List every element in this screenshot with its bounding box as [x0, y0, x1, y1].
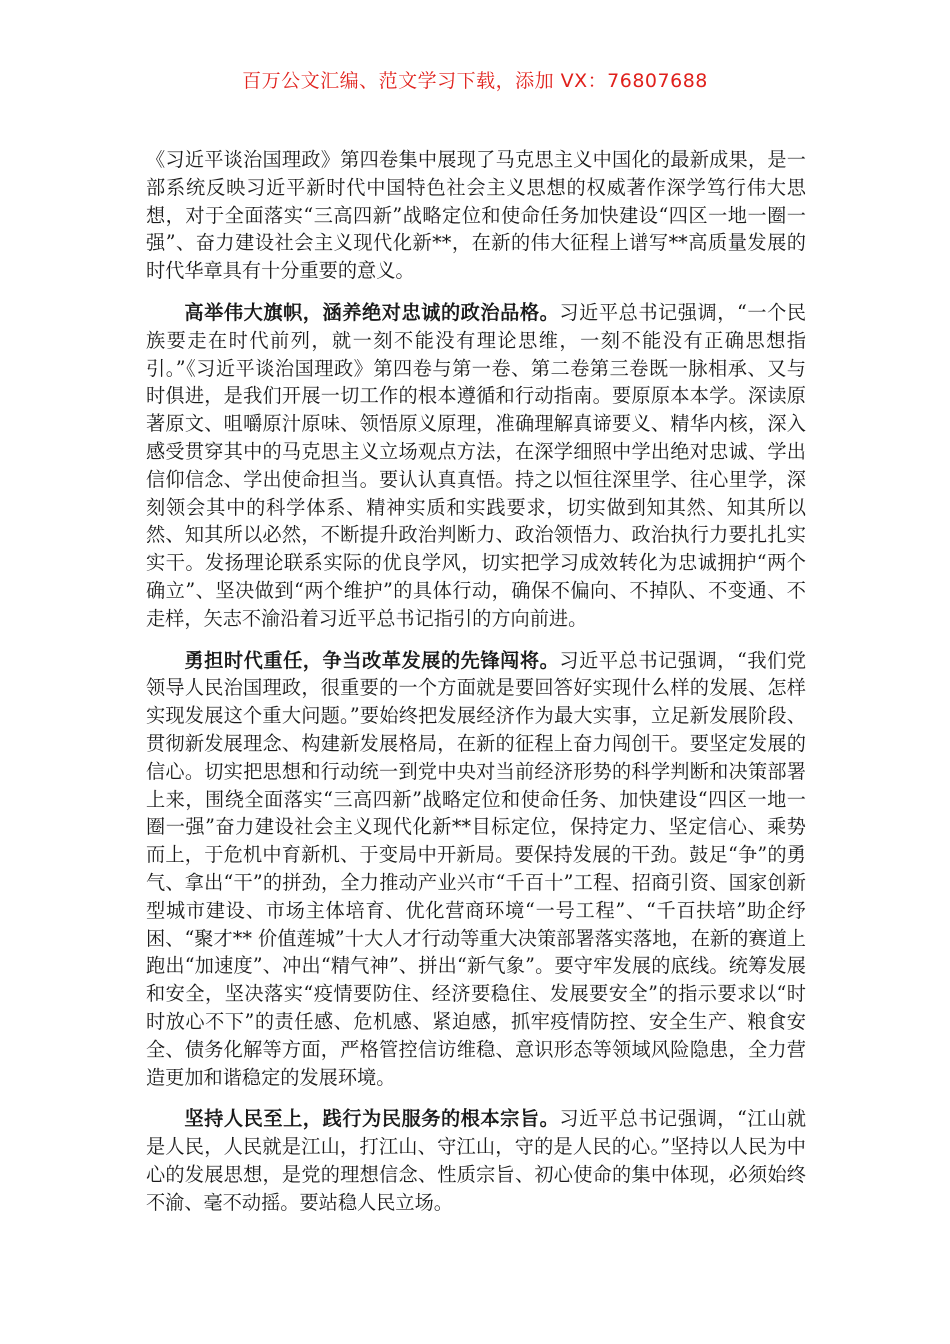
paragraph-political-loyalty: [146, 299, 806, 633]
paragraph-lead: 勇担时代重任，争当改革发展的先锋闯将。: [184, 648, 560, 672]
document-body: [146, 146, 806, 1230]
paragraph-lead: 高举伟大旗帜，涵养绝对忠诚的政治品格。: [184, 300, 560, 324]
paragraph-reform-development: [146, 647, 806, 1092]
paragraph-lead: 坚持人民至上，践行为民服务的根本宗旨。: [184, 1107, 560, 1131]
paragraph-text: 习近平总书记强调，“我们党领导人民治国理政，很重要的一个方面就是要回答好实现什么样的发展、怎样实现发展这个重大问题。”要始终把发展经济作为最大实事，立足新发展阶段、贯彻新发展理念、构建新发展格局，在新的征程上奋力闯创干。要坚定发展的信心。切实把思想和行动统一到党中央对当前经济形势的科学判断和决策部署上来，围绕全面落实“三高四新”战略定位和使命任务、加快建设“四区一地一圈一强”奋力建设社会主义现代化新**目标定位，保持定力、坚定信心、乘势而上，于危机中育新机、于变局中开新局。要保持发展的干劲。鼓足“争”的勇气、拿出“干”的拼劲，全力推动产业兴市“千百十”工程、招商引资、国家创新型城市建设、市场主体培育、优化营商环境“一号工程”、“千百扶培”助企纾困、“聚才** 价值莲城”十大人才行动等重大决策部署落实落地，在新的赛道上跑出“加速度”、冲出“精气神”、拼出“新气象”。要守牢发展的底线。统筹发展和安全，坚决落实“疫情要防住、经济要稳住、发展要安全”的指示要求以“时时放心不下”的责任感、危机感、紧迫感，抓牢疫情防控、安全生产、粮食安全、债务化解等方面，严格管控信访维稳、意识形态等领域风险隐患，全力营造更加和谐稳定的发展环境。: [146, 648, 807, 1089]
paragraph-text: 习近平总书记强调，“一个民族要走在时代前列，就一刻不能没有理论思维，一刻不能没有正确思想指引。”《习近平谈治国理政》第四卷与第一卷、第二卷第三卷既一脉相承、又与时俱进，是我们开展一切工作的根本遵循和行动指南。要原原本本学。深读原著原文、咀嚼原汁原味、领悟原义原理，准确理解真谛要义、精华内核，深入感受贯穿其中的马克思主义立场观点方法，在深学细照中学出绝对忠诚、学出信仰信念、学出使命担当。要认认真真悟。持之以恒往深里学、往心里学，深刻领会其中的科学体系、精神实质和实践要求，切实做到知其然、知其所以然、知其所以必然，不断提升政治判断力、政治领悟力、政治执行力要扎扎实实干。发扬理论联系实际的优良学风，切实把学习成效转化为忠诚拥护“两个确立”、坚决做到“两个维护”的具体行动，确保不偏向、不掉队、不变通、不走样，矢志不渝沿着习近平总书记指引的方向前进。: [146, 300, 807, 630]
paragraph-text: 习近平总书记强调，“江山就是人民，人民就是江山，打江山、守江山，守的是人民的心。”坚持以人民为中心的发展思想，是党的理想信念、性质宗旨、初心使命的集中体现，必须始终不渝、毫不动摇。要站稳人民立场。: [146, 1107, 807, 1214]
paragraph-text: 《习近平谈治国理政》第四卷集中展现了马克思主义中国化的最新成果，是一部系统反映习近平新时代中国特色社会主义思想的权威著作深学笃行伟大思想，对于全面落实“三高四新”战略定位和使命任务加快建设“四区一地一圈一强”、奋力建设社会主义现代化新**，在新的伟大征程上谱写**高质量发展的时代华章具有十分重要的意义。: [146, 148, 806, 283]
paragraph-people-first: [146, 1105, 806, 1216]
watermark-header: 百万公文汇编、范文学习下载，添加 VX：76807688: [242, 70, 708, 92]
paragraph-intro: [146, 146, 806, 285]
